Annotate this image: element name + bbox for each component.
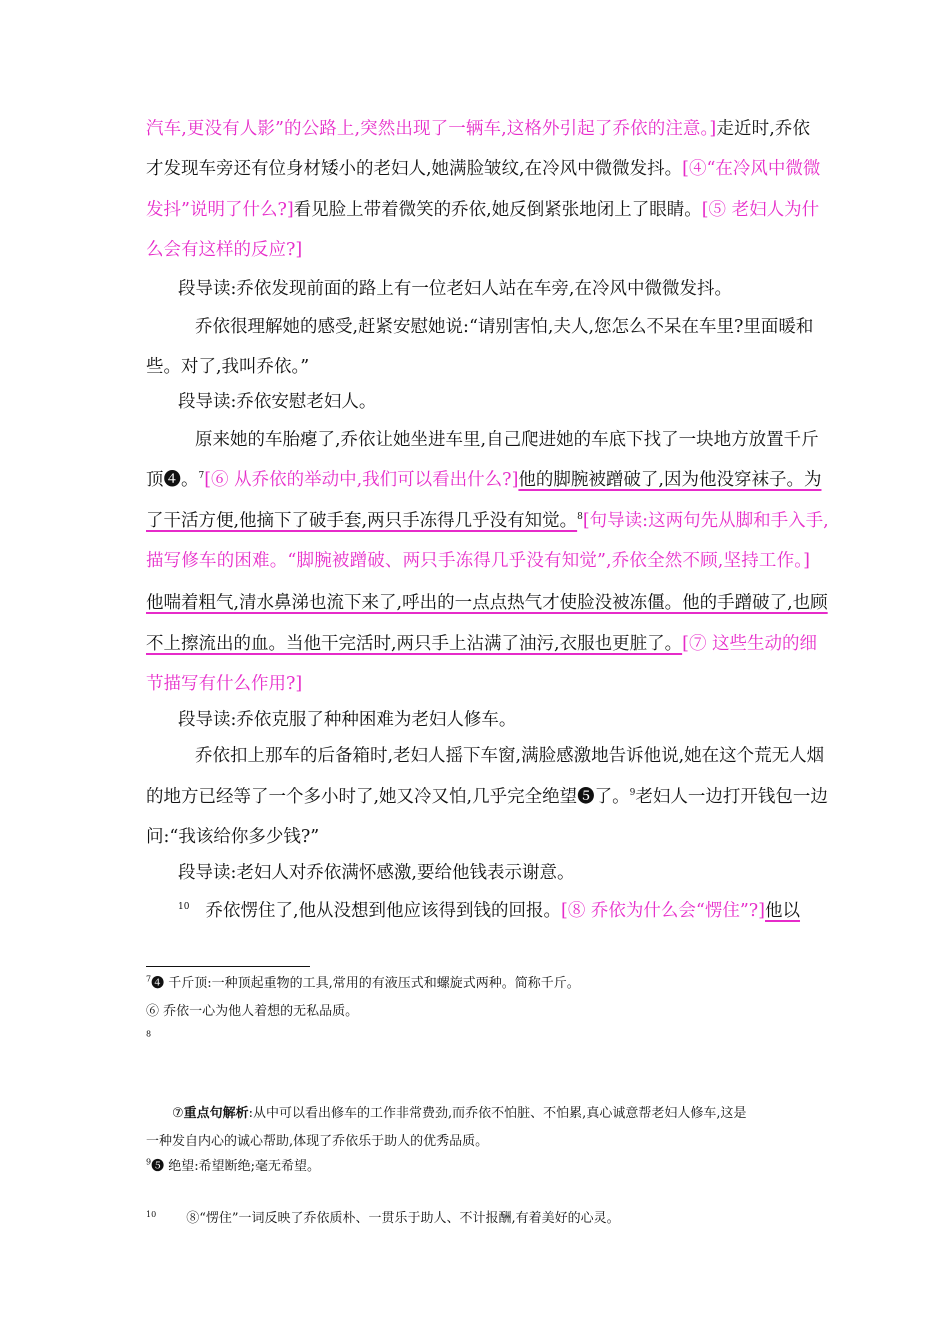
- text-line: [146, 198, 820, 222]
- footnote: ⑦重点句解析:从中可以看出修车的工作非常费劲,而乔依不怕脏、不怕累,真心诚意帮老妇人修车,这是: [172, 1106, 747, 1121]
- body-text: 的地方已经等了一个多小时了,她又冷又怕,几乎完全绝望❺了。: [146, 787, 630, 807]
- text-line: [146, 509, 829, 533]
- text-line: [146, 468, 822, 492]
- annotation: 么会有这样的反应?]: [146, 240, 303, 260]
- text-line: [146, 549, 810, 573]
- underlined-text: 他的脚腕被蹭破了,因为他没穿袜子。为: [518, 470, 822, 490]
- text-line: 乔依扣上那车的后备箱时,老妇人摇下车窗,满脸感激地告诉他说,她在这个荒无人烟: [195, 746, 825, 766]
- body-text: 才发现车旁还有位身材矮小的老妇人,她满脸皱纹,在冷风中微微发抖。: [146, 159, 683, 179]
- text-line: 问:“我该给你多少钱?”: [146, 827, 320, 847]
- footnote: 8: [146, 1029, 152, 1039]
- footnote: $^{10}$ ⑧“愣住”一词反映了乔依质朴、一贯乐于助人、不计报酬,有着美好的心灵。: [146, 1209, 620, 1226]
- text-line: [146, 117, 810, 141]
- paragraph-guide: 段导读:乔依克服了种种困难为老妇人修车。: [178, 710, 517, 730]
- annotation: [⑦ 这些生动的细: [682, 634, 818, 654]
- underlined-text: 他以: [765, 901, 801, 921]
- footnote: $^7$❹ 千斤顶:一种顶起重物的工具,常用的有液压式和螺旋式两种。简称千斤。: [146, 974, 580, 991]
- paragraph-guide: 段导读:乔依安慰老妇人。: [178, 392, 377, 412]
- body-text: 顶❹。: [146, 470, 199, 490]
- annotation: [⑤ 老妇人为什: [701, 200, 820, 220]
- text-line: [146, 591, 828, 615]
- text-line: [146, 672, 810, 696]
- footnote: ⑥ 乔依一心为他人着想的无私品质。: [146, 1004, 359, 1019]
- text-line: [146, 632, 818, 656]
- underlined-text: 不上擦流出的血。当他干完活时,两只手上沾满了油污,衣服也更脏了。: [146, 634, 683, 654]
- body-text: 走近时,乔依: [716, 119, 811, 139]
- footnote-ref: 8: [577, 512, 583, 523]
- underlined-text: 他喘着粗气,清水鼻涕也流下来了,呼出的一点点热气才使脸没被冻僵。他的手蹭破了,也顾: [146, 593, 828, 613]
- paragraph-guide: 段导读:乔依发现前面的路上有一位老妇人站在车旁,在冷风中微微发抖。: [178, 279, 732, 299]
- text-line: [146, 157, 821, 181]
- text-line: [146, 238, 810, 262]
- annotation: [句导读:这两句先从脚和手入手,: [582, 511, 829, 531]
- body-text: 乔依愣住了,他从没想到他应该得到钱的回报。: [205, 901, 562, 921]
- footnote-ref: 10: [178, 902, 190, 913]
- annotation: 发抖”说明了什么?]: [146, 200, 294, 220]
- body-text: 看见脸上带着微笑的乔依,她反倒紧张地闭上了眼睛。: [293, 200, 702, 220]
- annotation: [⑧ 乔依为什么会“愣住”?]: [561, 901, 766, 921]
- annotation: [④“在冷风中微微: [682, 159, 821, 179]
- text-line: 些。对了,我叫乔依。”: [146, 357, 310, 377]
- paragraph-guide: 段导读:老妇人对乔依满怀感激,要给他钱表示谢意。: [178, 863, 575, 883]
- footnote-ref: 7: [198, 471, 205, 482]
- footnote: $^9$❺ 绝望:希望断绝;毫无希望。: [146, 1157, 320, 1174]
- text-line: 原来她的车胎瘪了,乔依让她坐进车里,自己爬进她的车底下找了一块地方放置千斤: [195, 430, 819, 450]
- annotation: [⑥ 从乔依的举动中,我们可以看出什么?]: [204, 470, 519, 490]
- annotation: 汽车,更没有人影”的公路上,突然出现了一辆车,这格外引起了乔依的注意。]: [146, 119, 717, 139]
- text-line: [178, 899, 810, 923]
- footnote-separator: [146, 966, 310, 967]
- underlined-text: 了干活方便,他摘下了破手套,两只手冻得几乎没有知觉。: [146, 511, 578, 531]
- footnote: 一种发自内心的诚心帮助,体现了乔依乐于助人的优秀品质。: [146, 1134, 489, 1149]
- annotation: 节描写有什么作用?]: [146, 674, 303, 694]
- body-text: 老妇人一边打开钱包一边: [635, 787, 828, 807]
- annotation: 描写修车的困难。“脚腕被蹭破、两只手冻得几乎没有知觉”,乔依全然不顾,坚持工作。]: [146, 551, 810, 571]
- footnote-ref: 9: [629, 788, 636, 799]
- text-line: 乔依很理解她的感受,赶紧安慰她说:“请别害怕,夫人,您怎么不呆在车里?里面暖和: [195, 317, 814, 337]
- text-line: [146, 785, 828, 809]
